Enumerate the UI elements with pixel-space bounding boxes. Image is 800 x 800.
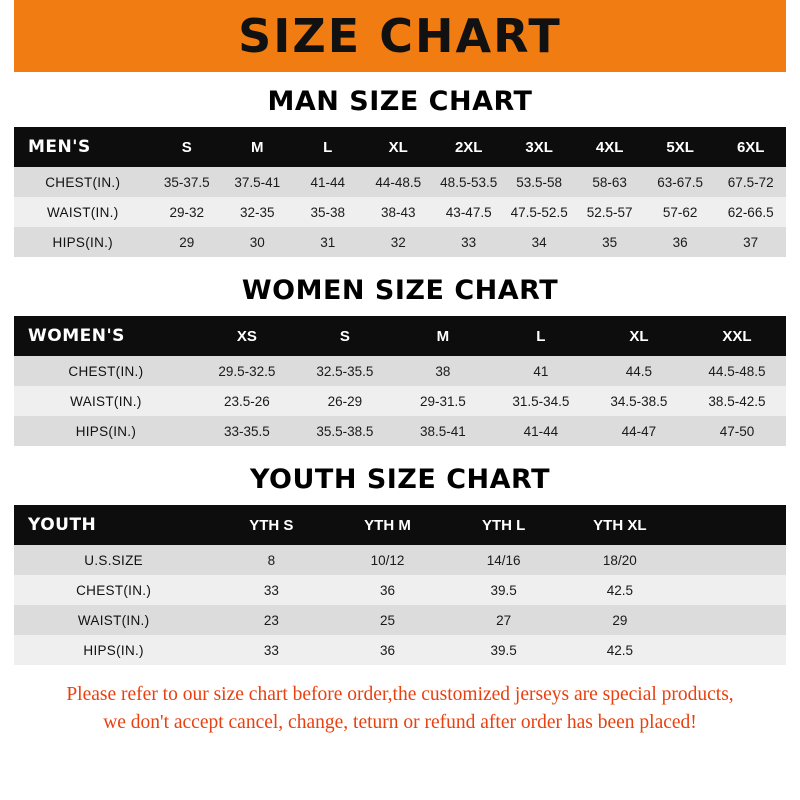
- table-row: [14, 167, 786, 197]
- youth-col-spacer: [678, 505, 786, 545]
- youth-table-body: [14, 545, 786, 665]
- header-left-margin: [0, 0, 14, 72]
- women-waist-4: 34.5-38.5: [590, 386, 688, 416]
- table-header-row: [14, 505, 786, 545]
- men-row-label-hips: HIPS(IN.): [14, 227, 152, 257]
- header-right-margin: [786, 0, 800, 72]
- youth-spacer-cell: [678, 605, 786, 635]
- page-title: SIZE CHART: [238, 9, 562, 63]
- men-col-0: S: [152, 127, 222, 167]
- youth-col-1: YTH M: [329, 505, 445, 545]
- men-waist-1: 32-35: [222, 197, 292, 227]
- men-table-body: [14, 167, 786, 257]
- men-chest-5: 53.5-58: [504, 167, 574, 197]
- women-col-0: XS: [198, 316, 296, 356]
- youth-col-3: YTH XL: [562, 505, 678, 545]
- men-hips-4: 33: [433, 227, 503, 257]
- youth-ussize-3: 18/20: [562, 545, 678, 575]
- footer-note-line1: Please refer to our size chart before order,the customized jerseys are special products,: [66, 684, 734, 705]
- men-row-label-waist: WAIST(IN.): [14, 197, 152, 227]
- youth-size-table: [14, 505, 786, 665]
- men-waist-7: 57-62: [645, 197, 715, 227]
- men-hips-0: 29: [152, 227, 222, 257]
- youth-col-0: YTH S: [213, 505, 329, 545]
- men-waist-2: 35-38: [292, 197, 362, 227]
- table-header-row: [14, 127, 786, 167]
- women-chest-3: 41: [492, 356, 590, 386]
- section-title-women: WOMEN SIZE CHART: [241, 275, 559, 306]
- women-row-label-chest: CHEST(IN.): [14, 356, 198, 386]
- men-col-4: 2XL: [433, 127, 503, 167]
- men-chest-0: 35-37.5: [152, 167, 222, 197]
- women-hips-4: 44-47: [590, 416, 688, 446]
- men-chest-7: 63-67.5: [645, 167, 715, 197]
- men-waist-5: 47.5-52.5: [504, 197, 574, 227]
- women-chest-5: 44.5-48.5: [688, 356, 786, 386]
- table-header-row: [14, 316, 786, 356]
- women-waist-3: 31.5-34.5: [492, 386, 590, 416]
- men-hips-3: 32: [363, 227, 433, 257]
- table-row: [14, 356, 786, 386]
- men-waist-4: 43-47.5: [433, 197, 503, 227]
- women-chest-1: 32.5-35.5: [296, 356, 394, 386]
- youth-chest-0: 33: [213, 575, 329, 605]
- women-chest-0: 29.5-32.5: [198, 356, 296, 386]
- women-size-table: [14, 316, 786, 446]
- men-row-header-label: MEN'S: [14, 127, 152, 167]
- women-table-body: [14, 356, 786, 446]
- youth-hips-3: 42.5: [562, 635, 678, 665]
- men-col-2: L: [292, 127, 362, 167]
- women-hips-0: 33-35.5: [198, 416, 296, 446]
- women-waist-1: 26-29: [296, 386, 394, 416]
- women-chest-2: 38: [394, 356, 492, 386]
- men-table-head: [14, 127, 786, 167]
- youth-ussize-1: 10/12: [329, 545, 445, 575]
- youth-waist-2: 27: [446, 605, 562, 635]
- men-chest-6: 58-63: [574, 167, 644, 197]
- youth-row-header-label: YOUTH: [14, 505, 213, 545]
- men-waist-8: 62-66.5: [715, 197, 786, 227]
- women-row-label-waist: WAIST(IN.): [14, 386, 198, 416]
- men-col-7: 5XL: [645, 127, 715, 167]
- women-waist-2: 29-31.5: [394, 386, 492, 416]
- women-hips-3: 41-44: [492, 416, 590, 446]
- youth-row-label-hips: HIPS(IN.): [14, 635, 213, 665]
- women-hips-2: 38.5-41: [394, 416, 492, 446]
- youth-spacer-cell: [678, 575, 786, 605]
- youth-hips-1: 36: [329, 635, 445, 665]
- men-hips-2: 31: [292, 227, 362, 257]
- women-chest-4: 44.5: [590, 356, 688, 386]
- men-waist-6: 52.5-57: [574, 197, 644, 227]
- men-size-table: [14, 127, 786, 257]
- youth-ussize-2: 14/16: [446, 545, 562, 575]
- women-waist-0: 23.5-26: [198, 386, 296, 416]
- men-chest-2: 41-44: [292, 167, 362, 197]
- table-row: [14, 227, 786, 257]
- table-row: [14, 386, 786, 416]
- content-area: [0, 86, 800, 738]
- men-col-6: 4XL: [574, 127, 644, 167]
- men-col-5: 3XL: [504, 127, 574, 167]
- youth-hips-0: 33: [213, 635, 329, 665]
- women-row-header-label: WOMEN'S: [14, 316, 198, 356]
- table-row: [14, 605, 786, 635]
- section-title-men: MAN SIZE CHART: [267, 86, 533, 117]
- women-col-2: M: [394, 316, 492, 356]
- men-hips-8: 37: [715, 227, 786, 257]
- youth-waist-0: 23: [213, 605, 329, 635]
- women-waist-5: 38.5-42.5: [688, 386, 786, 416]
- women-col-4: XL: [590, 316, 688, 356]
- youth-row-label-waist: WAIST(IN.): [14, 605, 213, 635]
- men-hips-1: 30: [222, 227, 292, 257]
- youth-ussize-0: 8: [213, 545, 329, 575]
- youth-hips-2: 39.5: [446, 635, 562, 665]
- men-chest-1: 37.5-41: [222, 167, 292, 197]
- youth-chest-2: 39.5: [446, 575, 562, 605]
- men-chest-3: 44-48.5: [363, 167, 433, 197]
- women-row-label-hips: HIPS(IN.): [14, 416, 198, 446]
- women-col-5: XXL: [688, 316, 786, 356]
- footer-note: [14, 681, 786, 738]
- men-hips-5: 34: [504, 227, 574, 257]
- header-band: [0, 0, 800, 72]
- youth-waist-1: 25: [329, 605, 445, 635]
- women-hips-1: 35.5-38.5: [296, 416, 394, 446]
- women-col-3: L: [492, 316, 590, 356]
- men-chest-8: 67.5-72: [715, 167, 786, 197]
- youth-spacer-cell: [678, 545, 786, 575]
- men-col-8: 6XL: [715, 127, 786, 167]
- youth-col-2: YTH L: [446, 505, 562, 545]
- women-col-1: S: [296, 316, 394, 356]
- footer-note-line2: we don't accept cancel, change, teturn or refund after order has been placed!: [103, 712, 697, 734]
- table-row: [14, 575, 786, 605]
- men-waist-0: 29-32: [152, 197, 222, 227]
- table-row: [14, 545, 786, 575]
- youth-chest-1: 36: [329, 575, 445, 605]
- section-title-youth: YOUTH SIZE CHART: [249, 464, 551, 495]
- men-hips-7: 36: [645, 227, 715, 257]
- table-row: [14, 416, 786, 446]
- men-col-1: M: [222, 127, 292, 167]
- youth-table-head: [14, 505, 786, 545]
- men-waist-3: 38-43: [363, 197, 433, 227]
- men-row-label-chest: CHEST(IN.): [14, 167, 152, 197]
- youth-waist-3: 29: [562, 605, 678, 635]
- youth-row-label-ussize: U.S.SIZE: [14, 545, 213, 575]
- youth-spacer-cell: [678, 635, 786, 665]
- men-col-3: XL: [363, 127, 433, 167]
- youth-row-label-chest: CHEST(IN.): [14, 575, 213, 605]
- table-row: [14, 197, 786, 227]
- women-table-head: [14, 316, 786, 356]
- men-chest-4: 48.5-53.5: [433, 167, 503, 197]
- men-hips-6: 35: [574, 227, 644, 257]
- youth-chest-3: 42.5: [562, 575, 678, 605]
- women-hips-5: 47-50: [688, 416, 786, 446]
- table-row: [14, 635, 786, 665]
